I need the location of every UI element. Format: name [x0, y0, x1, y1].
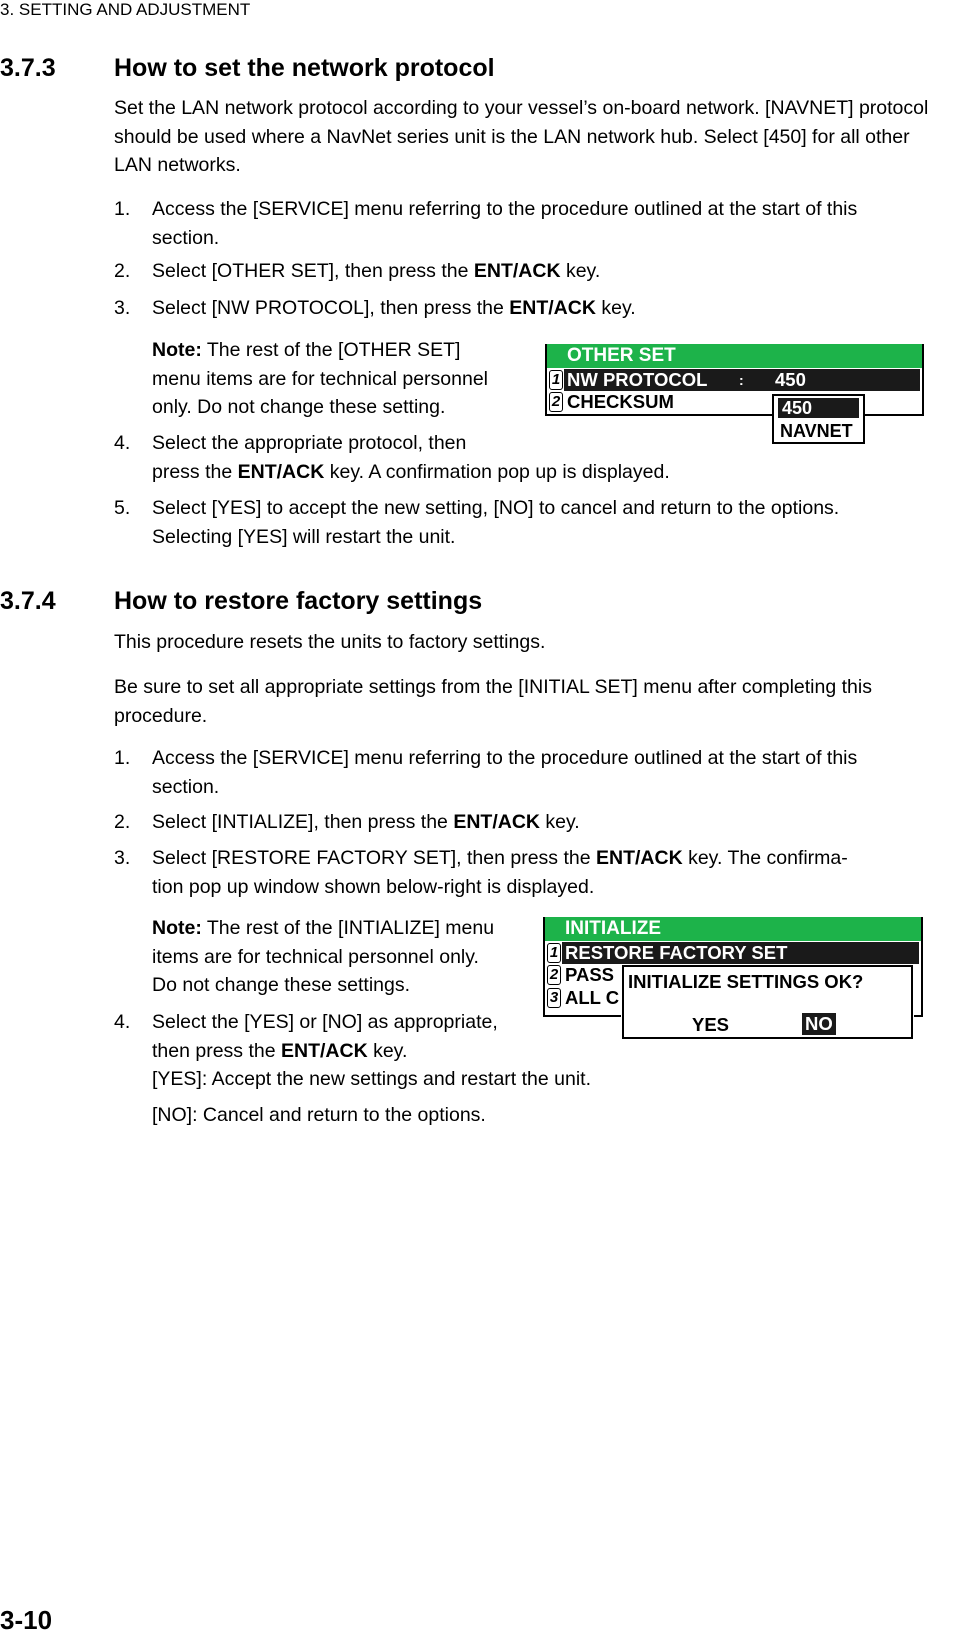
menu-title: OTHER SET	[547, 344, 922, 368]
item-number-badge: 1	[547, 943, 561, 963]
key-name: ENT/ACK	[237, 460, 325, 483]
note-label: Note:	[152, 339, 202, 361]
note-3-7-3: Note: The rest of the [OTHER SET] menu items are for technical personnel only. Do not change these setting.	[152, 339, 489, 418]
step-text: Select the [YES] or [NO] as appropriate, then press the ENT/ACK key. [YES]: Accept the new settings and restart the unit. [NO]: Cancel and return to the options.	[152, 1011, 591, 1126]
step-text: Access the [SERVICE] menu referring to the procedure outlined at the start of this section.	[152, 747, 858, 798]
option-450[interactable]: 450	[778, 398, 859, 418]
page-number: 3-10	[0, 1605, 53, 1635]
yes-button[interactable]: YES	[692, 1014, 730, 1035]
menu-title: INITIALIZE	[545, 917, 921, 941]
section-number: 3.7.4	[0, 587, 56, 615]
step-2	[114, 257, 944, 287]
menu-item-nw-protocol[interactable]	[547, 369, 922, 391]
key-name: ENT/ACK	[509, 297, 596, 319]
section-title: How to restore factory settings	[114, 587, 483, 615]
item-number-badge: 3	[547, 988, 561, 1008]
running-header: 3. SETTING AND ADJUSTMENT	[0, 0, 251, 19]
menu-item-label: RESTORE FACTORY SET	[565, 942, 788, 963]
paragraph: This procedure resets the units to factory settings.	[114, 631, 546, 653]
step-number: 2.	[114, 260, 131, 282]
note-label: Note:	[152, 917, 202, 939]
step-number: 4.	[114, 1011, 131, 1033]
item-number-badge: 2	[547, 965, 561, 985]
menu-item-label: PASS	[565, 964, 615, 985]
step-number: 1.	[114, 198, 131, 220]
step-number: 3.	[114, 297, 131, 319]
step-1	[114, 744, 944, 802]
note-3-7-4: Note: The rest of the [INTIALIZE] menu items are for technical personnel only. Do not change these settings.	[152, 917, 495, 996]
intro-paragraph: Set the LAN network protocol according to your vessel’s on-board network. [NAVNET] protocol should be used where a NavNet series unit is the LAN network hub. Select [450] for all other LAN networks.	[114, 97, 929, 176]
step-3	[114, 294, 944, 324]
step-2	[114, 808, 944, 838]
key-name: ENT/ACK	[473, 260, 561, 282]
step-text: Select [OTHER SET], then press the ENT/ACK key.	[152, 260, 601, 282]
step-text: Select [RESTORE FACTORY SET], then press the ENT/ACK key. The confirma- tion pop up window shown below-right is displayed.	[152, 847, 848, 898]
menu-item-label: NW PROTOCOL	[567, 369, 708, 390]
step-number: 5.	[114, 497, 131, 519]
step-number: 3.	[114, 847, 131, 869]
key-name: ENT/ACK	[281, 1039, 368, 1062]
step-5	[114, 494, 944, 552]
no-button[interactable]: NO	[802, 1013, 836, 1035]
item-number-badge: 2	[549, 392, 563, 412]
step-1	[114, 195, 944, 253]
menu-item-label: CHECKSUM	[567, 391, 674, 412]
step-text: Select [YES] to accept the new setting, [NO] to cancel and return to the options. Selecting [YES] will restart the unit.	[152, 497, 840, 548]
menu-item-colon: :	[739, 372, 744, 388]
confirmation-popup	[622, 965, 913, 1039]
step-text: Access the [SERVICE] menu referring to the procedure outlined at the start of this section.	[152, 198, 858, 249]
section-title: How to set the network protocol	[114, 54, 495, 82]
menu-item-value: 450	[775, 369, 806, 390]
item-number-badge: 1	[549, 370, 563, 390]
menu-item-checksum[interactable]	[547, 391, 922, 413]
step-number: 4.	[114, 432, 131, 454]
step-text: Select [INTIALIZE], then press the ENT/ACK key.	[152, 811, 580, 833]
menu-item-label: ALL C	[565, 987, 620, 1008]
step-text: Select [NW PROTOCOL], then press the ENT/ACK key.	[152, 297, 636, 319]
popup-question: INITIALIZE SETTINGS OK?	[628, 971, 864, 992]
option-navnet[interactable]: NAVNET	[780, 421, 853, 441]
step-number: 1.	[114, 747, 131, 769]
section-number: 3.7.3	[0, 54, 56, 82]
key-name: ENT/ACK	[453, 811, 540, 833]
step-3	[114, 844, 944, 902]
menu-item-restore-factory-set[interactable]	[545, 942, 921, 964]
paragraph: Be sure to set all appropriate settings from the [INITIAL SET] menu after completing this procedure.	[114, 676, 872, 727]
section-heading-3-7-4	[0, 587, 973, 619]
key-name: ENT/ACK	[596, 847, 683, 869]
protocol-options-dropdown[interactable]	[772, 394, 865, 444]
section-heading-3-7-3	[0, 54, 973, 86]
other-set-menu-screen	[545, 344, 924, 416]
step-number: 2.	[114, 811, 131, 833]
step-text: Select the appropriate protocol, then press the ENT/ACK key. A confirmation pop up is displayed.	[152, 432, 670, 483]
